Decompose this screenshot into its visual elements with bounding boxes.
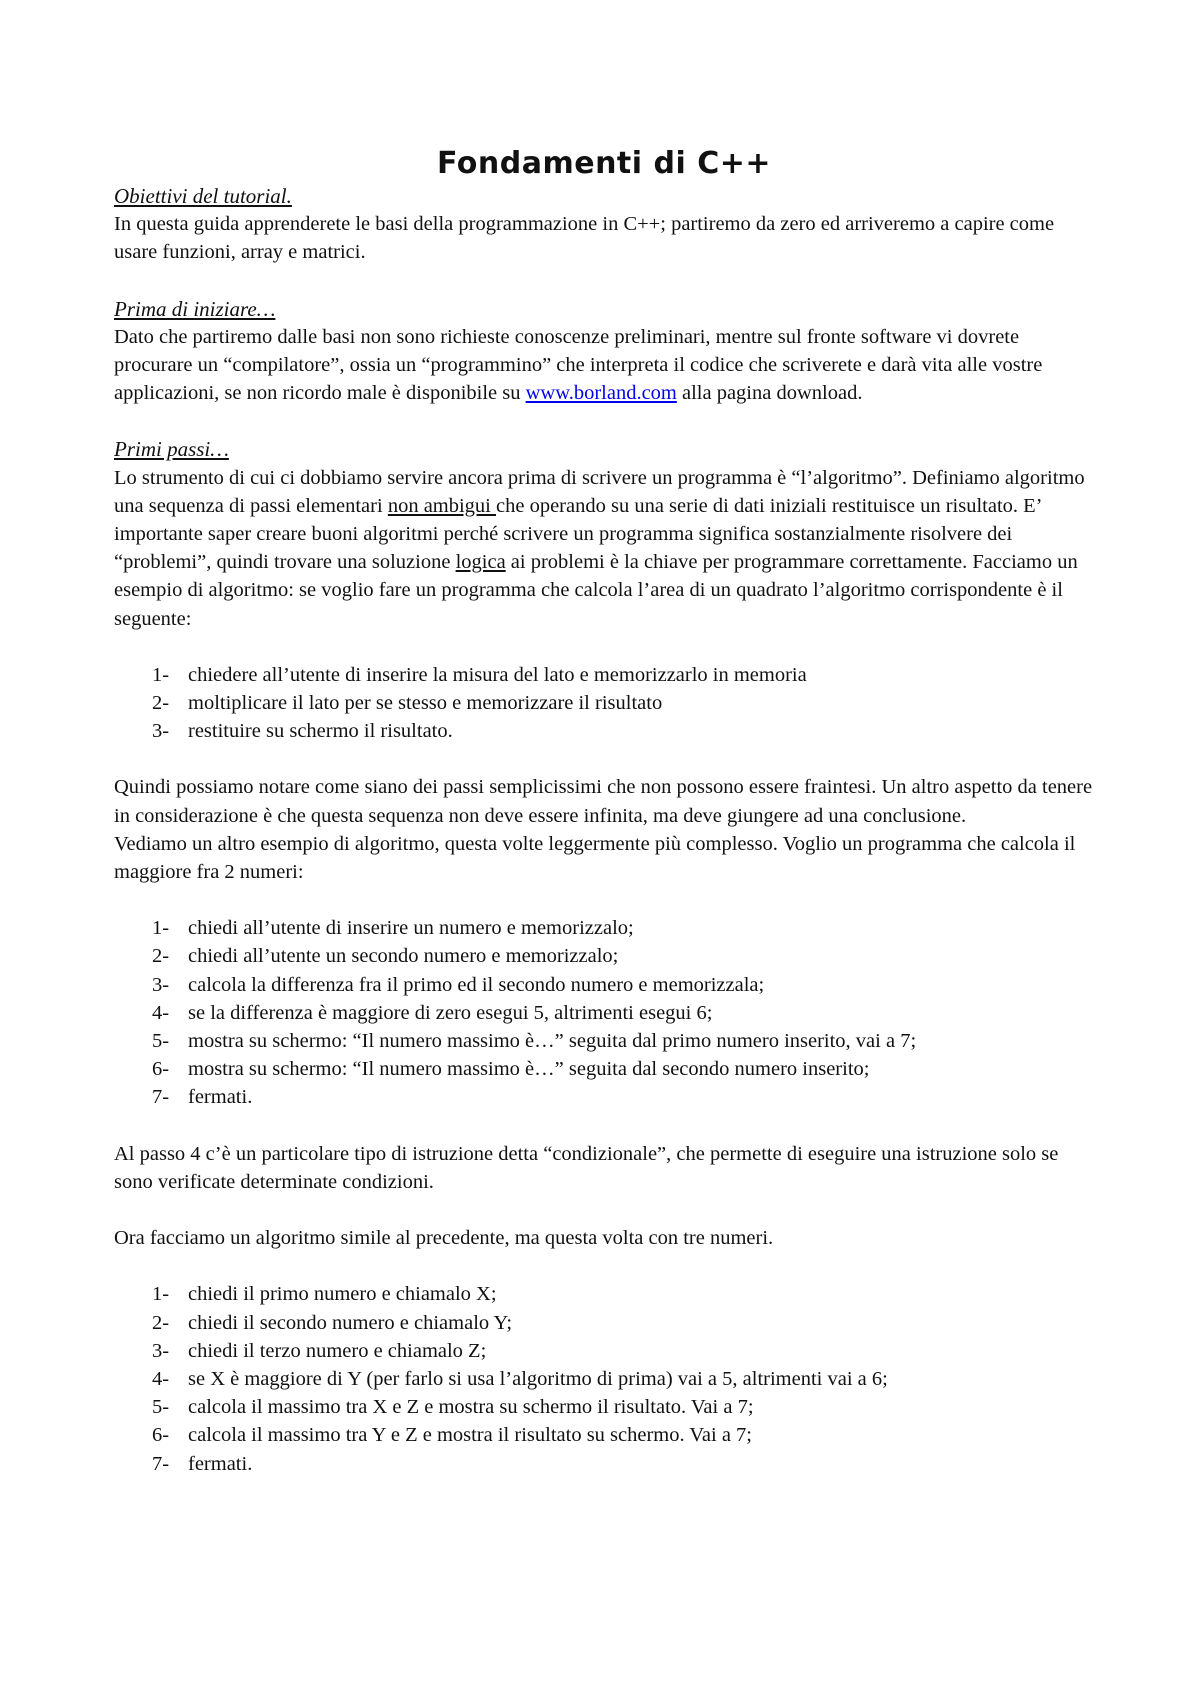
list-item-number: 2- <box>152 945 170 968</box>
list-item-number: 5- <box>152 1396 170 1419</box>
list-item-text: chiedi all’utente di inserire un numero e memorizzalo; <box>188 917 634 940</box>
list-item <box>152 1337 1094 1365</box>
list-item-text: chiedi il terzo numero e chiamalo Z; <box>188 1339 487 1362</box>
paragraph-tre-numeri: Ora facciamo un algoritmo simile al precedente, ma questa volta con tre numeri. <box>114 1227 774 1250</box>
underlined-non-ambigui: non ambigui <box>387 494 496 517</box>
list-item-number: 1- <box>152 663 170 686</box>
document-page <box>114 140 1094 1478</box>
list-item-number: 6- <box>152 1424 170 1447</box>
list-item <box>152 689 1094 717</box>
algoritmo-intro-part2: che operando su una serie di dati iniziali restituisce un risultato. E’ importante saper creare buoni algoritmi perché scrivere un programma significa sostanzialmente risolvere dei “problemi”, quindi trovare una soluzione <box>114 494 1041 574</box>
algoritmo-intro-part1: Lo strumento di cui ci dobbiamo servire ancora prima di scrivere un programma è “l’algoritmo”. Definiamo algoritmo una sequenza di passi elementari <box>114 466 1085 517</box>
list-item-number: 1- <box>152 1283 170 1306</box>
list-item-number: 3- <box>152 973 170 996</box>
heading-primi-passi: Primi passi… <box>114 437 229 462</box>
heading-obiettivi: Obiettivi del tutorial. <box>114 184 292 208</box>
prima-text-after-link: alla pagina download. <box>676 382 863 405</box>
list-item <box>152 1309 1094 1337</box>
underlined-logica: logica <box>455 551 506 574</box>
algoritmo-intro-part3: ai problemi è la chiave per programmare correttamente. Facciamo un esempio di algoritmo: se voglio fare un programma che calcola l’area di un quadrato l’algoritmo corrispondente è il seguente: <box>114 551 1078 630</box>
list-item <box>152 1365 1094 1393</box>
list-item-text: moltiplicare il lato per se stesso e memorizzare il risultato <box>188 692 663 715</box>
list-item-text: fermati. <box>188 1086 253 1109</box>
list-item <box>152 661 1094 689</box>
page-title: Fondamenti di C++ <box>437 146 771 181</box>
list-item-number: 3- <box>152 720 170 743</box>
heading-prima-di-iniziare: Prima di iniziare… <box>114 296 276 321</box>
list-item <box>152 1027 1094 1055</box>
list-item <box>152 914 1094 942</box>
paragraph-prima-di-iniziare <box>114 323 1094 408</box>
list-item-text: mostra su schermo: “Il numero massimo è…” seguita dal primo numero inserito, vai a 7; <box>188 1030 917 1053</box>
list-item-text: chiedi all’utente un secondo numero e memorizzalo; <box>188 945 619 968</box>
list-item-number: 3- <box>152 1339 170 1362</box>
list-item-text: calcola la differenza fra il primo ed il secondo numero e memorizzala; <box>188 973 765 996</box>
list-item-text: chiedere all’utente di inserire la misura del lato e memorizzarlo in memoria <box>188 663 807 686</box>
list-item-number: 4- <box>152 1367 170 1390</box>
list-item <box>152 717 1094 745</box>
list-item-number: 6- <box>152 1058 170 1081</box>
list-item <box>152 1280 1094 1308</box>
list-massimo-tre-numeri <box>114 1280 1094 1477</box>
list-area-quadrato <box>114 661 1094 746</box>
prima-text-before-link: Dato che partiremo dalle basi non sono richieste conoscenze preliminari, mentre sul fronte software vi dovrete procurare un “compilatore”, ossia un “programmino” che interpreta il codice che scriverete e darà vita alle vostre applicazioni, se non ricordo male è disponibile su <box>114 325 1043 405</box>
list-item-number: 5- <box>152 1030 170 1053</box>
list-item <box>152 1421 1094 1449</box>
paragraph-condizionale: Al passo 4 c’è un particolare tipo di istruzione detta “condizionale”, che permette di eseguire una istruzione solo se sono verificate determinate condizioni. <box>114 1142 1059 1193</box>
list-item-number: 2- <box>152 692 170 715</box>
list-item <box>152 1393 1094 1421</box>
list-item <box>152 1450 1094 1478</box>
list-item-text: calcola il massimo tra Y e Z e mostra il risultato su schermo. Vai a 7; <box>188 1424 752 1447</box>
list-item-text: fermati. <box>188 1452 253 1475</box>
list-item-text: chiedi il primo numero e chiamalo X; <box>188 1283 497 1306</box>
list-item-text: se X è maggiore di Y (per farlo si usa l’algoritmo di prima) vai a 5, altrimenti vai a 6; <box>188 1367 888 1390</box>
paragraph-altro-esempio: Vediamo un altro esempio di algoritmo, questa volte leggermente più complesso. Voglio un programma che calcola il maggiore fra 2 numeri: <box>114 832 1076 884</box>
list-item <box>152 1055 1094 1083</box>
list-item-text: se la differenza è maggiore di zero esegui 5, altrimenti esegui 6; <box>188 1001 713 1024</box>
paragraph-passi-semplici: Quindi possiamo notare come siano dei passi semplicissimi che non possono essere fraintesi. Un altro aspetto da tenere in considerazione è che questa sequenza non deve essere infinita, ma deve giungere ad una conclusione. <box>114 776 1093 827</box>
paragraph-algoritmo-intro <box>114 464 1094 633</box>
list-item-text: mostra su schermo: “Il numero massimo è…” seguita dal secondo numero inserito; <box>188 1058 870 1081</box>
list-item-number: 2- <box>152 1311 170 1334</box>
list-maggiore-due-numeri <box>114 914 1094 1111</box>
list-item-text: chiedi il secondo numero e chiamalo Y; <box>188 1311 513 1334</box>
list-item-number: 7- <box>152 1452 170 1475</box>
paragraph-obiettivi: In questa guida apprenderete le basi della programmazione in C++; partiremo da zero ed arriveremo a capire come usare funzioni, array e matrici. <box>114 213 1055 264</box>
list-item-number: 7- <box>152 1086 170 1109</box>
list-item <box>152 1083 1094 1111</box>
list-item <box>152 971 1094 999</box>
list-item-text: calcola il massimo tra X e Z e mostra su schermo il risultato. Vai a 7; <box>188 1396 754 1419</box>
list-item-number: 4- <box>152 1001 170 1024</box>
list-item <box>152 942 1094 970</box>
borland-link[interactable]: www.borland.com <box>525 382 677 405</box>
list-item-text: restituire su schermo il risultato. <box>188 720 453 743</box>
list-item-number: 1- <box>152 917 170 940</box>
list-item <box>152 999 1094 1027</box>
